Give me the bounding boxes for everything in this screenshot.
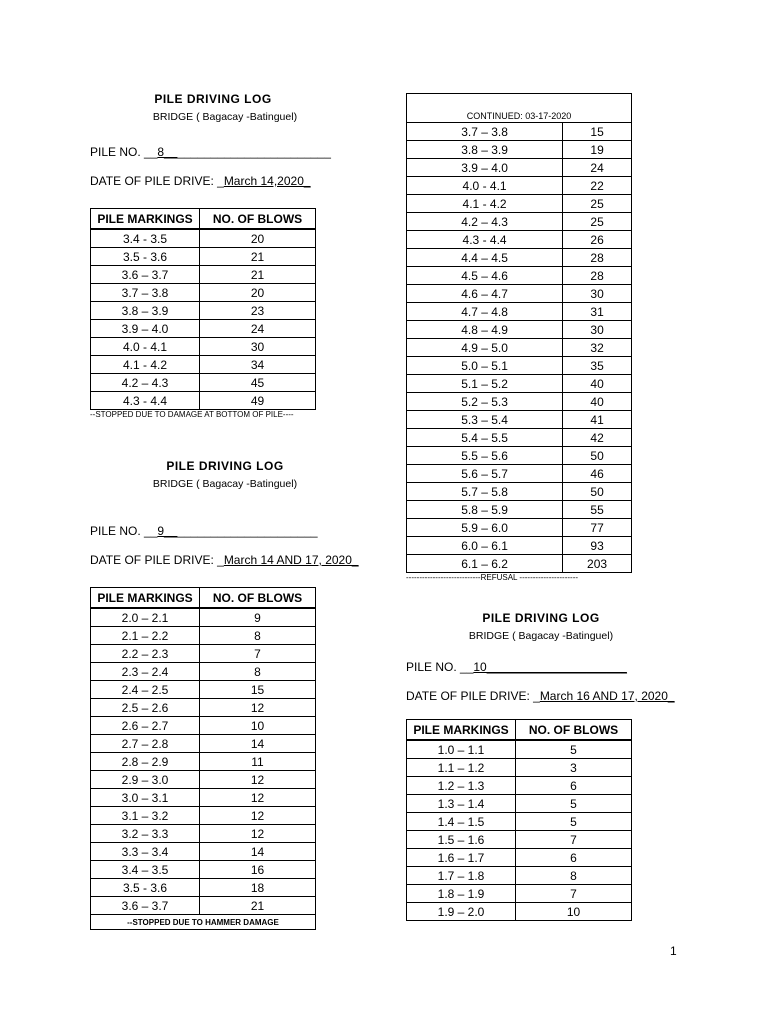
continued-row xyxy=(407,483,632,501)
log3-date xyxy=(406,689,675,703)
log1-marking-cell: 3.8 – 3.9 xyxy=(91,302,200,320)
continued-row xyxy=(407,285,632,303)
continued-blows-cell: 203 xyxy=(563,555,632,573)
log1-blows-cell: 20 xyxy=(200,229,316,248)
continued-blows-cell: 77 xyxy=(563,519,632,537)
log1-marking-cell: 3.5 - 3.6 xyxy=(91,248,200,266)
log3-row xyxy=(407,831,632,849)
log3-blows-cell: 7 xyxy=(516,831,632,849)
log3-blows-cell: 7 xyxy=(516,885,632,903)
continued-blows-cell: 41 xyxy=(563,411,632,429)
log1-title: PILE DRIVING LOG xyxy=(154,92,272,106)
continued-blows-cell: 93 xyxy=(563,537,632,555)
log3-header-row xyxy=(407,720,632,741)
log3-marking-cell: 1.8 – 1.9 xyxy=(407,885,516,903)
log1-col-blows: NO. OF BLOWS xyxy=(200,209,316,230)
log1-pile-label: PILE NO. __ xyxy=(90,145,158,159)
log2-note: --STOPPED DUE TO HAMMER DAMAGE xyxy=(91,915,316,930)
log1-row xyxy=(91,284,316,302)
log2-blows-cell: 10 xyxy=(200,717,316,735)
log1-marking-cell: 4.3 - 4.4 xyxy=(91,392,200,410)
log2-marking-cell: 3.3 – 3.4 xyxy=(91,843,200,861)
log2-row xyxy=(91,897,316,915)
log2-marking-cell: 2.1 – 2.2 xyxy=(91,627,200,645)
log3-col-markings: PILE MARKINGS xyxy=(407,720,516,741)
log2-col-blows: NO. OF BLOWS xyxy=(200,588,316,609)
log2-marking-cell: 2.9 – 3.0 xyxy=(91,771,200,789)
continued-blows-cell: 50 xyxy=(563,483,632,501)
continued-row xyxy=(407,357,632,375)
log1-table-body xyxy=(91,229,316,410)
continued-blows-cell: 19 xyxy=(563,141,632,159)
continued-marking-cell: 4.1 - 4.2 xyxy=(407,195,563,213)
log3-marking-cell: 1.7 – 1.8 xyxy=(407,867,516,885)
continued-blows-cell: 30 xyxy=(563,285,632,303)
log3-row xyxy=(407,795,632,813)
log2-marking-cell: 3.1 – 3.2 xyxy=(91,807,200,825)
log2-date-label: DATE OF PILE DRIVE: _ xyxy=(90,553,224,567)
continued-blows-cell: 50 xyxy=(563,447,632,465)
log2-marking-cell: 2.5 – 2.6 xyxy=(91,699,200,717)
continued-marking-cell: 5.5 – 5.6 xyxy=(407,447,563,465)
log2-blows-cell: 12 xyxy=(200,789,316,807)
continued-row xyxy=(407,267,632,285)
continued-row xyxy=(407,519,632,537)
log1-row xyxy=(91,248,316,266)
log3-row xyxy=(407,885,632,903)
log3-row xyxy=(407,759,632,777)
log1-row xyxy=(91,392,316,410)
log3-blows-cell: 5 xyxy=(516,795,632,813)
log2-marking-cell: 2.3 – 2.4 xyxy=(91,663,200,681)
log2-row xyxy=(91,681,316,699)
log1-col-markings: PILE MARKINGS xyxy=(91,209,200,230)
log2-marking-cell: 2.7 – 2.8 xyxy=(91,735,200,753)
log1-marking-cell: 4.1 - 4.2 xyxy=(91,356,200,374)
continued-marking-cell: 4.2 – 4.3 xyxy=(407,213,563,231)
continued-row xyxy=(407,339,632,357)
log2-row xyxy=(91,717,316,735)
continued-marking-cell: 4.8 – 4.9 xyxy=(407,321,563,339)
log1-date-value: March 14,2020_ xyxy=(223,174,311,188)
continued-row xyxy=(407,375,632,393)
log3-row xyxy=(407,740,632,759)
continued-marking-cell: 4.5 – 4.6 xyxy=(407,267,563,285)
log3-blows-cell: 5 xyxy=(516,740,632,759)
log2-blows-cell: 11 xyxy=(200,753,316,771)
log2-blows-cell: 9 xyxy=(200,608,316,627)
log2-marking-cell: 3.6 – 3.7 xyxy=(91,897,200,915)
continued-marking-cell: 5.7 – 5.8 xyxy=(407,483,563,501)
continued-marking-cell: 5.3 – 5.4 xyxy=(407,411,563,429)
continued-blows-cell: 28 xyxy=(563,249,632,267)
continued-row xyxy=(407,177,632,195)
continued-row xyxy=(407,429,632,447)
log1-blows-cell: 49 xyxy=(200,392,316,410)
log1-marking-cell: 3.6 – 3.7 xyxy=(91,266,200,284)
log2-marking-cell: 2.2 – 2.3 xyxy=(91,645,200,663)
continued-blows-cell: 25 xyxy=(563,195,632,213)
log1-marking-cell: 3.9 – 4.0 xyxy=(91,320,200,338)
log3-subtitle: BRIDGE ( Bagacay -Batinguel) xyxy=(468,630,614,642)
log2-row xyxy=(91,753,316,771)
log3-marking-cell: 1.2 – 1.3 xyxy=(407,777,516,795)
log1-blows-cell: 21 xyxy=(200,248,316,266)
log1-row xyxy=(91,320,316,338)
continued-marking-cell: 5.0 – 5.1 xyxy=(407,357,563,375)
log2-header-row xyxy=(91,588,316,609)
log2-row xyxy=(91,771,316,789)
log2-blows-cell: 12 xyxy=(200,699,316,717)
log3-col-blows: NO. OF BLOWS xyxy=(516,720,632,741)
log1-subtitle: BRIDGE ( Bagacay -Batinguel) xyxy=(152,111,298,123)
continued-marking-cell: 4.6 – 4.7 xyxy=(407,285,563,303)
log1-row xyxy=(91,229,316,248)
continued-marking-cell: 6.0 – 6.1 xyxy=(407,537,563,555)
log1-date-label: DATE OF PILE DRIVE: _ xyxy=(90,174,224,188)
log2-marking-cell: 2.4 – 2.5 xyxy=(91,681,200,699)
continued-blows-cell: 40 xyxy=(563,375,632,393)
continued-table-body xyxy=(407,123,632,573)
continued-blows-cell: 31 xyxy=(563,303,632,321)
page-number: 1 xyxy=(670,944,677,958)
log1-pile-no xyxy=(90,145,331,159)
continued-row xyxy=(407,537,632,555)
continued-blows-cell: 25 xyxy=(563,213,632,231)
log3-blows-cell: 5 xyxy=(516,813,632,831)
log1-blows-cell: 21 xyxy=(200,266,316,284)
log2-table-body xyxy=(91,608,316,915)
log2-row xyxy=(91,627,316,645)
continued-marking-cell: 3.9 – 4.0 xyxy=(407,159,563,177)
log2-row xyxy=(91,807,316,825)
continued-marking-cell: 4.9 – 5.0 xyxy=(407,339,563,357)
log2-blows-cell: 8 xyxy=(200,627,316,645)
log3-row xyxy=(407,813,632,831)
continued-row xyxy=(407,393,632,411)
log2-row xyxy=(91,879,316,897)
continued-row xyxy=(407,213,632,231)
continued-blows-cell: 32 xyxy=(563,339,632,357)
log2-blows-cell: 16 xyxy=(200,861,316,879)
log2-blows-cell: 14 xyxy=(200,843,316,861)
continued-row xyxy=(407,321,632,339)
log2-pile-no xyxy=(90,524,318,538)
log3-date-label: DATE OF PILE DRIVE: _ xyxy=(406,689,540,703)
log1-marking-cell: 4.2 – 4.3 xyxy=(91,374,200,392)
log1-pile-fill: _______________________ xyxy=(177,145,331,159)
continued-marking-cell: 3.7 – 3.8 xyxy=(407,123,563,141)
continued-row xyxy=(407,195,632,213)
log2-row xyxy=(91,735,316,753)
continued-blows-cell: 30 xyxy=(563,321,632,339)
continued-blows-cell: 46 xyxy=(563,465,632,483)
continued-marking-cell: 4.0 - 4.1 xyxy=(407,177,563,195)
log2-blows-cell: 7 xyxy=(200,645,316,663)
log3-pile-label: PILE NO. __ xyxy=(406,660,474,674)
log3-marking-cell: 1.1 – 1.2 xyxy=(407,759,516,777)
log2-row xyxy=(91,645,316,663)
continued-blows-cell: 35 xyxy=(563,357,632,375)
continued-row xyxy=(407,501,632,519)
continued-table xyxy=(406,93,632,573)
log2-marking-cell: 3.2 – 3.3 xyxy=(91,825,200,843)
continued-marking-cell: 6.1 – 6.2 xyxy=(407,555,563,573)
log3-blows-cell: 6 xyxy=(516,849,632,867)
log2-blows-cell: 14 xyxy=(200,735,316,753)
log2-date-value: March 14 AND 17, 2020_ xyxy=(223,553,359,567)
continued-marking-cell: 5.2 – 5.3 xyxy=(407,393,563,411)
log2-col-markings: PILE MARKINGS xyxy=(91,588,200,609)
log3-pile-no xyxy=(406,660,627,674)
continued-row xyxy=(407,159,632,177)
continued-marking-cell: 4.3 - 4.4 xyxy=(407,231,563,249)
continued-row xyxy=(407,555,632,573)
log3-marking-cell: 1.4 – 1.5 xyxy=(407,813,516,831)
continued-note: ----------------------------REFUSAL ---------------------- xyxy=(406,573,579,582)
log2-pile-label: PILE NO. __ xyxy=(90,524,158,538)
log1-pile-value: 8__ xyxy=(157,145,178,159)
log1-blows-cell: 30 xyxy=(200,338,316,356)
log3-marking-cell: 1.9 – 2.0 xyxy=(407,903,516,921)
log1-note: --STOPPED DUE TO DAMAGE AT BOTTOM OF PILE---- xyxy=(90,410,294,419)
log2-marking-cell: 3.0 – 3.1 xyxy=(91,789,200,807)
log2-row xyxy=(91,663,316,681)
continued-blows-cell: 55 xyxy=(563,501,632,519)
continued-blows-cell: 40 xyxy=(563,393,632,411)
log2-blows-cell: 12 xyxy=(200,825,316,843)
log3-table xyxy=(406,719,632,921)
continued-marking-cell: 5.9 – 6.0 xyxy=(407,519,563,537)
log2-row xyxy=(91,861,316,879)
log3-marking-cell: 1.5 – 1.6 xyxy=(407,831,516,849)
continued-blows-cell: 28 xyxy=(563,267,632,285)
continued-row xyxy=(407,465,632,483)
log1-row xyxy=(91,356,316,374)
log2-date xyxy=(90,553,359,567)
log3-marking-cell: 1.6 – 1.7 xyxy=(407,849,516,867)
continued-row xyxy=(407,123,632,141)
continued-blows-cell: 22 xyxy=(563,177,632,195)
log2-marking-cell: 3.5 - 3.6 xyxy=(91,879,200,897)
log2-table xyxy=(90,587,316,930)
continued-blows-cell: 15 xyxy=(563,123,632,141)
log2-subtitle: BRIDGE ( Bagacay -Batinguel) xyxy=(152,478,298,490)
continued-row xyxy=(407,231,632,249)
log1-blows-cell: 23 xyxy=(200,302,316,320)
log1-date xyxy=(90,174,311,188)
log3-date-value: March 16 AND 17, 2020_ xyxy=(539,689,675,703)
continued-row xyxy=(407,411,632,429)
log2-marking-cell: 2.8 – 2.9 xyxy=(91,753,200,771)
log2-blows-cell: 12 xyxy=(200,807,316,825)
log1-row xyxy=(91,266,316,284)
continued-blows-cell: 42 xyxy=(563,429,632,447)
log1-row xyxy=(91,338,316,356)
log3-row xyxy=(407,903,632,921)
continued-header-row xyxy=(407,94,632,123)
log2-row xyxy=(91,699,316,717)
log1-marking-cell: 3.7 – 3.8 xyxy=(91,284,200,302)
log1-marking-cell: 4.0 - 4.1 xyxy=(91,338,200,356)
continued-header: CONTINUED: 03-17-2020 xyxy=(407,94,632,123)
log3-table-body xyxy=(407,740,632,921)
log2-marking-cell: 2.0 – 2.1 xyxy=(91,608,200,627)
log3-blows-cell: 6 xyxy=(516,777,632,795)
log2-blows-cell: 15 xyxy=(200,681,316,699)
log3-title: PILE DRIVING LOG xyxy=(482,611,600,625)
log2-blows-cell: 18 xyxy=(200,879,316,897)
log2-row xyxy=(91,843,316,861)
log2-pile-value: 9__ xyxy=(157,524,178,538)
log1-blows-cell: 45 xyxy=(200,374,316,392)
log3-marking-cell: 1.3 – 1.4 xyxy=(407,795,516,813)
log2-pile-fill: _____________________ xyxy=(177,524,318,538)
log1-blows-cell: 34 xyxy=(200,356,316,374)
continued-marking-cell: 4.4 – 4.5 xyxy=(407,249,563,267)
log1-row xyxy=(91,302,316,320)
log2-marking-cell: 2.6 – 2.7 xyxy=(91,717,200,735)
log3-row xyxy=(407,849,632,867)
log3-blows-cell: 3 xyxy=(516,759,632,777)
continued-marking-cell: 5.8 – 5.9 xyxy=(407,501,563,519)
log2-note-row xyxy=(91,915,316,930)
log2-title: PILE DRIVING LOG xyxy=(166,459,284,473)
log3-marking-cell: 1.0 – 1.1 xyxy=(407,740,516,759)
log1-blows-cell: 24 xyxy=(200,320,316,338)
log3-row xyxy=(407,867,632,885)
log2-row xyxy=(91,789,316,807)
continued-blows-cell: 24 xyxy=(563,159,632,177)
log1-table xyxy=(90,208,316,410)
continued-row xyxy=(407,447,632,465)
continued-marking-cell: 5.1 – 5.2 xyxy=(407,375,563,393)
log1-row xyxy=(91,374,316,392)
continued-marking-cell: 5.6 – 5.7 xyxy=(407,465,563,483)
log2-row xyxy=(91,608,316,627)
log3-row xyxy=(407,777,632,795)
continued-marking-cell: 4.7 – 4.8 xyxy=(407,303,563,321)
log2-blows-cell: 12 xyxy=(200,771,316,789)
log1-blows-cell: 20 xyxy=(200,284,316,302)
log1-marking-cell: 3.4 - 3.5 xyxy=(91,229,200,248)
log3-blows-cell: 10 xyxy=(516,903,632,921)
continued-marking-cell: 3.8 – 3.9 xyxy=(407,141,563,159)
log2-marking-cell: 3.4 – 3.5 xyxy=(91,861,200,879)
continued-row xyxy=(407,249,632,267)
log2-blows-cell: 21 xyxy=(200,897,316,915)
continued-row xyxy=(407,141,632,159)
log3-blows-cell: 8 xyxy=(516,867,632,885)
log2-blows-cell: 8 xyxy=(200,663,316,681)
log3-pile-value: 10_____________________ xyxy=(473,660,627,674)
log2-row xyxy=(91,825,316,843)
continued-row xyxy=(407,303,632,321)
continued-marking-cell: 5.4 – 5.5 xyxy=(407,429,563,447)
log1-header-row xyxy=(91,209,316,230)
continued-blows-cell: 26 xyxy=(563,231,632,249)
